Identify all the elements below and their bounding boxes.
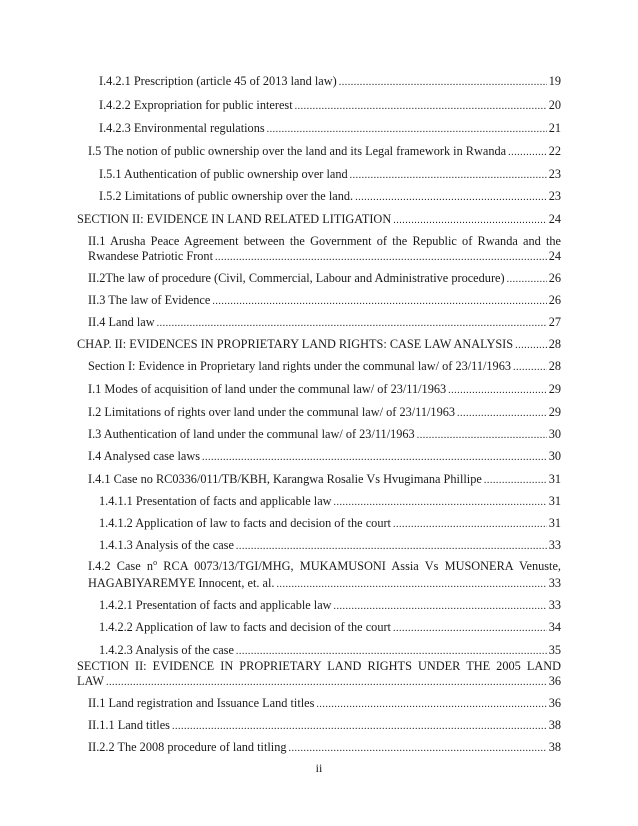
toc-entry-page: 33: [548, 598, 561, 612]
toc-entry-page: 26: [548, 271, 561, 285]
dot-leader: [515, 339, 547, 353]
toc-entry-page: 21: [548, 121, 561, 135]
toc-entry-page: 24: [548, 249, 561, 263]
toc-entry[interactable]: [88, 718, 561, 734]
toc-entry[interactable]: [88, 449, 561, 465]
toc-entry-title: I.2 Limitations of rights over land under the communal law/ of 23/11/1963: [88, 405, 456, 419]
toc-entry-title: II.2The law of procedure (Civil, Commercial, Labour and Administrative procedure): [88, 271, 505, 285]
dot-leader: [295, 100, 547, 114]
toc-entry[interactable]: [88, 405, 561, 421]
toc-entry-page: 26: [548, 293, 561, 307]
dot-leader: [316, 698, 546, 712]
toc-entry-title: 1.4.2.1 Presentation of facts and applicable law: [99, 598, 332, 612]
toc-entry-page: 28: [548, 337, 561, 351]
toc-entry-title: 1.4.1.2 Application of law to facts and decision of the court: [99, 516, 391, 530]
toc-entry-page: 34: [548, 620, 561, 634]
toc-entry-title: II.4 Land law: [88, 315, 155, 329]
toc-entry-page: 24: [548, 212, 561, 226]
toc-entry-title: I.4.1 Case no RC0336/011/TB/KBH, Karangwa Rosalie Vs Hvugimana Phillipe: [88, 472, 482, 486]
toc-entry-title: 1.4.1.3 Analysis of the case: [99, 538, 234, 552]
toc-entry-title: II.1 Land registration and Issuance Land titles: [88, 696, 315, 710]
dot-leader: [393, 214, 547, 228]
toc-entry[interactable]: [88, 740, 561, 756]
toc-entry-page: 29: [548, 382, 561, 396]
dot-leader: [393, 622, 547, 636]
toc-entry[interactable]: [99, 98, 561, 114]
toc-entry[interactable]: [88, 293, 561, 309]
page-number: ii: [315, 761, 323, 775]
toc-entry-page: 38: [548, 740, 561, 754]
toc-entry-page: 36: [548, 674, 561, 688]
toc-entry-title: I.5.2 Limitations of public ownership over the land.: [99, 189, 354, 203]
toc-entry[interactable]: [88, 359, 561, 375]
toc-entry[interactable]: [77, 212, 561, 228]
toc-entry[interactable]: [99, 494, 561, 510]
toc-entry-title: I.4.2.1 Prescription (article 45 of 2013 land law): [99, 74, 337, 88]
dot-leader: [457, 407, 547, 421]
toc-entry[interactable]: [88, 696, 561, 712]
toc-entry-title: I.5 The notion of public ownership over the land and its Legal framework in Rwanda: [88, 144, 507, 158]
dot-leader: [202, 451, 547, 465]
toc-entry-page: 31: [548, 516, 561, 530]
toc-entry-title: SECTION II: EVIDENCE IN LAND RELATED LITIGATION: [77, 212, 392, 226]
toc-entry[interactable]: [77, 337, 561, 353]
toc-entry-title: I.4.2.2 Expropriation for public interest: [99, 98, 293, 112]
toc-entry-page: 28: [548, 359, 561, 373]
dot-leader: [212, 295, 546, 309]
toc-entry[interactable]: [88, 271, 561, 287]
toc-entry[interactable]: [77, 674, 561, 690]
toc-entry-title: HAGABIYAREMYE Innocent, et. al.: [88, 576, 275, 590]
toc-entry[interactable]: [99, 74, 561, 90]
toc-entry[interactable]: [99, 189, 561, 205]
toc-entry-title: I.4 Analysed case laws: [88, 449, 201, 463]
toc-entry-title: Section I: Evidence in Proprietary land rights under the communal law/ of 23/11/1963: [88, 359, 512, 373]
toc-entry-page: 36: [548, 696, 561, 710]
toc-entry[interactable]: [88, 382, 561, 398]
toc-entry-title: I.1 Modes of acquisition of land under the communal law/ of 23/11/1963: [88, 382, 447, 396]
dot-leader: [267, 123, 547, 137]
dot-leader: [276, 578, 546, 592]
toc-entry-page: 19: [548, 74, 561, 88]
toc-entry[interactable]: [88, 472, 561, 488]
toc-entry-page: 33: [548, 538, 561, 552]
toc-entry[interactable]: [88, 249, 561, 265]
toc-entry-title: 1.4.2.3 Analysis of the case: [99, 643, 234, 657]
toc-entry-page: 29: [548, 405, 561, 419]
toc-entry-title: Rwandese Patriotic Front: [88, 249, 213, 263]
toc-entry-title-line1: II.1 Arusha Peace Agreement between the Government of the Republic of Rwanda and the: [88, 234, 561, 248]
dot-leader: [334, 600, 547, 614]
dot-leader: [513, 361, 547, 375]
toc-entry[interactable]: [99, 538, 561, 554]
toc-entry-page: 20: [548, 98, 561, 112]
toc-entry-title: I.5.1 Authentication of public ownership over land: [99, 167, 348, 181]
dot-leader: [339, 76, 547, 90]
dot-leader: [106, 676, 547, 690]
toc-entry-page: 30: [548, 449, 561, 463]
dot-leader: [417, 429, 547, 443]
toc-entry-page: 23: [548, 189, 561, 203]
dot-leader: [355, 191, 547, 205]
toc-entry-title: II.2.2 The 2008 procedure of land titling: [88, 740, 287, 754]
toc-entry-page: 30: [548, 427, 561, 441]
dot-leader: [448, 384, 547, 398]
toc-entry[interactable]: [88, 427, 561, 443]
toc-entry-page: 31: [548, 472, 561, 486]
dot-leader: [157, 317, 547, 331]
dot-leader: [507, 273, 547, 287]
toc-entry[interactable]: [88, 576, 561, 592]
toc-entry-page: 38: [548, 718, 561, 732]
toc-entry-title: CHAP. II: EVIDENCES IN PROPRIETARY LAND RIGHTS: CASE LAW ANALYSIS: [77, 337, 514, 351]
dot-leader: [236, 645, 547, 659]
toc-entry-title-line1: SECTION II: EVIDENCE IN PROPRIETARY LAND RIGHTS UNDER THE 2005 LAND: [77, 659, 561, 673]
toc-entry-page: 22: [548, 144, 561, 158]
dot-leader: [393, 518, 547, 532]
dot-leader: [289, 742, 547, 756]
toc-entry[interactable]: [99, 643, 561, 659]
toc-entry-title: II.1.1 Land titles: [88, 718, 170, 732]
toc-entry[interactable]: [99, 121, 561, 137]
toc-entry-title: LAW: [77, 674, 105, 688]
dot-leader: [172, 720, 547, 734]
dot-leader: [334, 496, 547, 510]
toc-entry-title: 1.4.2.2 Application of law to facts and decision of the court: [99, 620, 391, 634]
toc-entry-page: 27: [548, 315, 561, 329]
toc-entry-title: 1.4.1.1 Presentation of facts and applicable law: [99, 494, 332, 508]
dot-leader: [484, 474, 547, 488]
toc-entry-title: I.3 Authentication of land under the communal law/ of 23/11/1963: [88, 427, 415, 441]
toc-entry[interactable]: [88, 315, 561, 331]
toc-entry-page: 23: [548, 167, 561, 181]
toc-entry[interactable]: [99, 598, 561, 614]
toc-entry-page: 31: [548, 494, 561, 508]
toc-entry[interactable]: [99, 516, 561, 532]
dot-leader: [508, 146, 547, 160]
toc-entry-title: II.3 The law of Evidence: [88, 293, 211, 307]
dot-leader: [236, 540, 547, 554]
toc-entry[interactable]: [99, 620, 561, 636]
toc-entry-page: 35: [548, 643, 561, 657]
dot-leader: [215, 251, 547, 265]
dot-leader: [350, 169, 547, 183]
toc-entry[interactable]: [99, 167, 561, 183]
toc-entry-page: 33: [548, 576, 561, 590]
toc-entry[interactable]: [88, 144, 561, 160]
toc-entry-title-line1: I.4.2 Case $n^o$ RCA 0073/13/TGI/MHG, MUKAMUSONI Assia Vs MUSONERA Venuste,: [88, 558, 561, 573]
toc-entry-title: I.4.2.3 Environmental regulations: [99, 121, 265, 135]
